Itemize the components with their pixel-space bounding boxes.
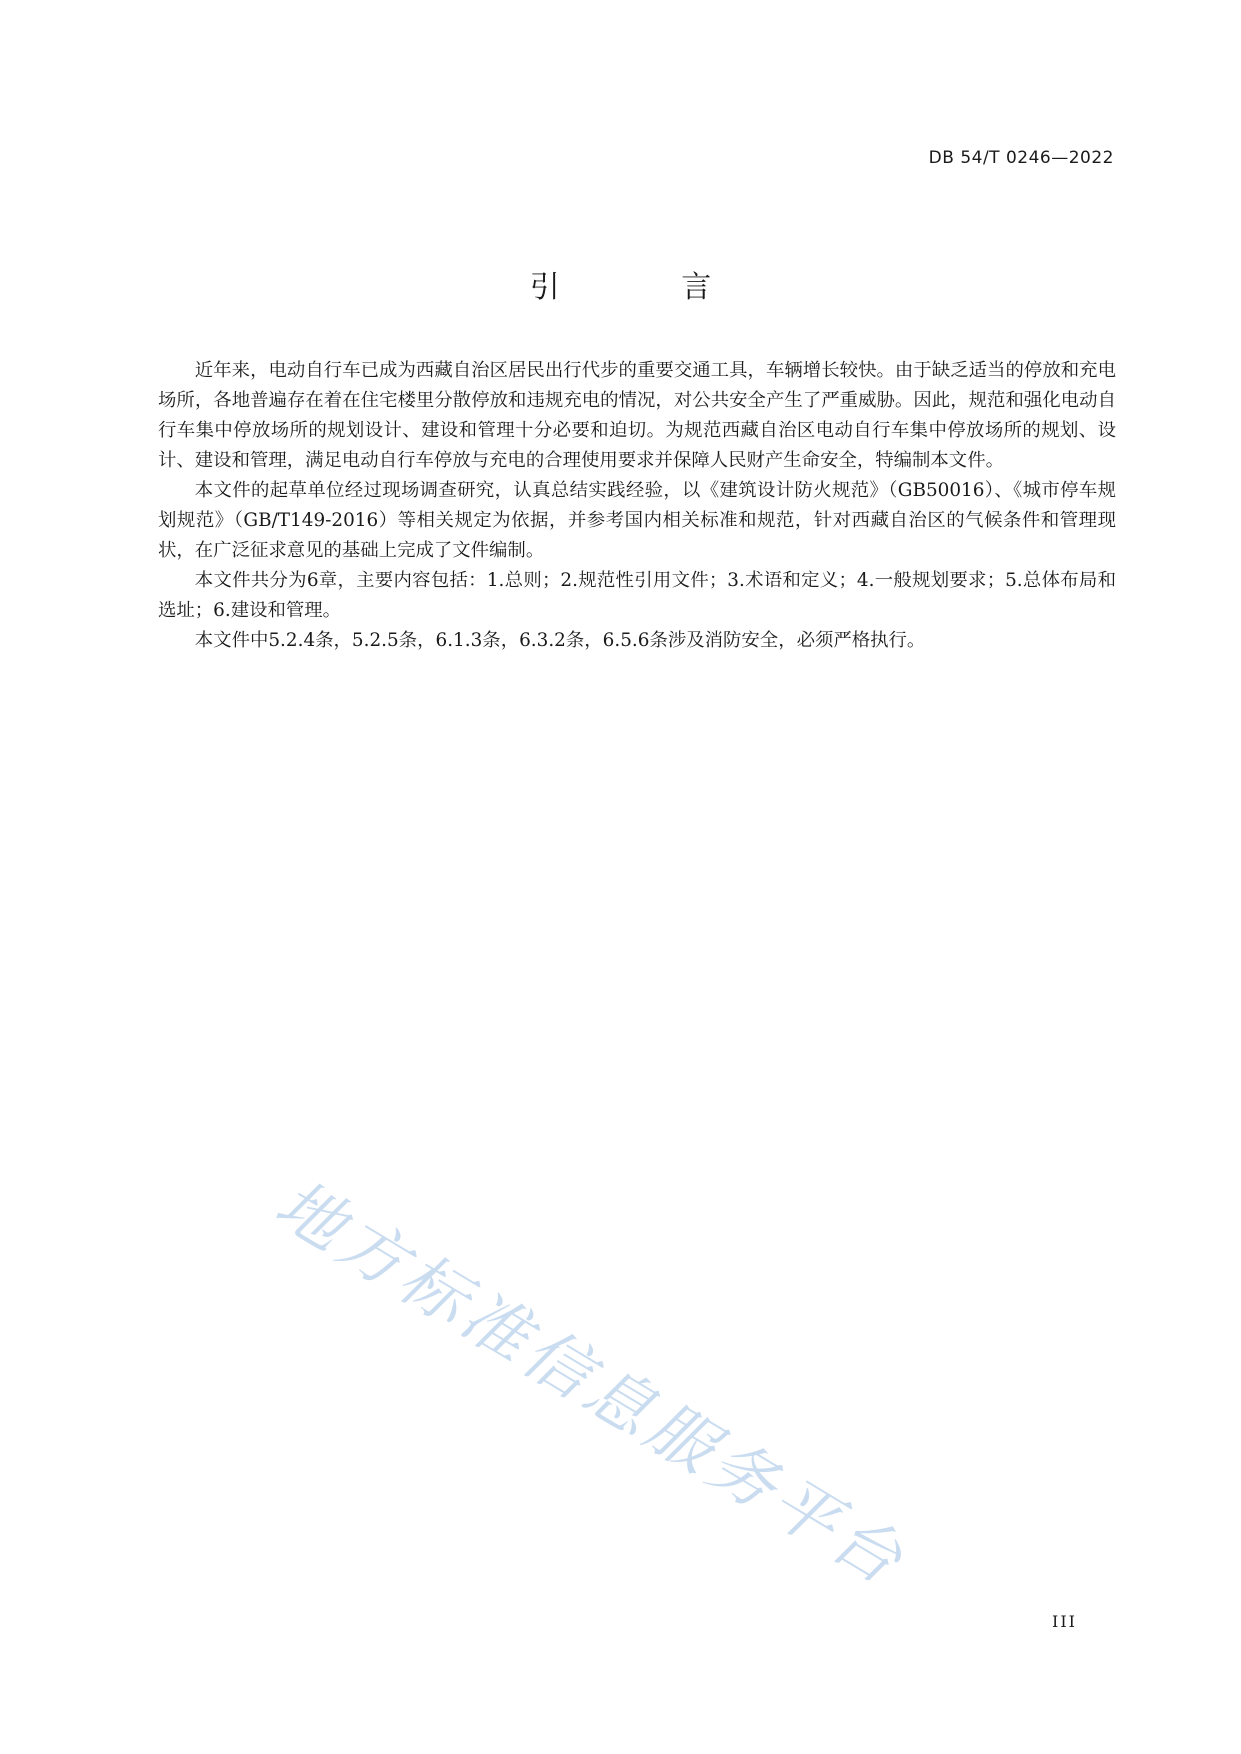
paragraph: 本文件中5.2.4条，5.2.5条，6.1.3条，6.3.2条，6.5.6条涉及消防安全，必须严格执行。 [194, 630, 926, 651]
page-number: III [1052, 1612, 1077, 1631]
watermark: 地方标准信息服务平台 [262, 1164, 920, 1602]
paragraph: 本文件的起草单位经过现场调查研究，认真总结实践经验，以《建筑设计防火规范》（GB50016）、《城市停车规划规范》（GB/T149-2016）等相关规定为依据，并参考国内相关标准和规范，针对西藏自治区的气候条件和管理现状，在广泛征求意见的基础上完成了文件编制。 [158, 480, 1116, 561]
document-code: DB 54/T 0246—2022 [928, 148, 1114, 168]
paragraph: 近年来，电动自行车已成为西藏自治区居民出行代步的重要交通工具，车辆增长较快。由于缺乏适当的停放和充电场所，各地普遍存在着在住宅楼里分散停放和违规充电的情况，对公共安全产生了严重威胁。因此，规范和强化电动自行车集中停放场所的规划设计、建设和管理十分必要和迫切。为规范西藏自治区电动自行车集中停放场所的规划、设计、建设和管理，满足电动自行车停放与充电的合理使用要求并保障人民财产生命安全，特编制本文件。 [158, 360, 1116, 471]
section-title: 引 言 [529, 270, 768, 305]
paragraph: 本文件共分为6章，主要内容包括：1.总则；2.规范性引用文件；3.术语和定义；4.一般规划要求；5.总体布局和选址；6.建设和管理。 [158, 570, 1116, 621]
body-text [158, 356, 1116, 656]
